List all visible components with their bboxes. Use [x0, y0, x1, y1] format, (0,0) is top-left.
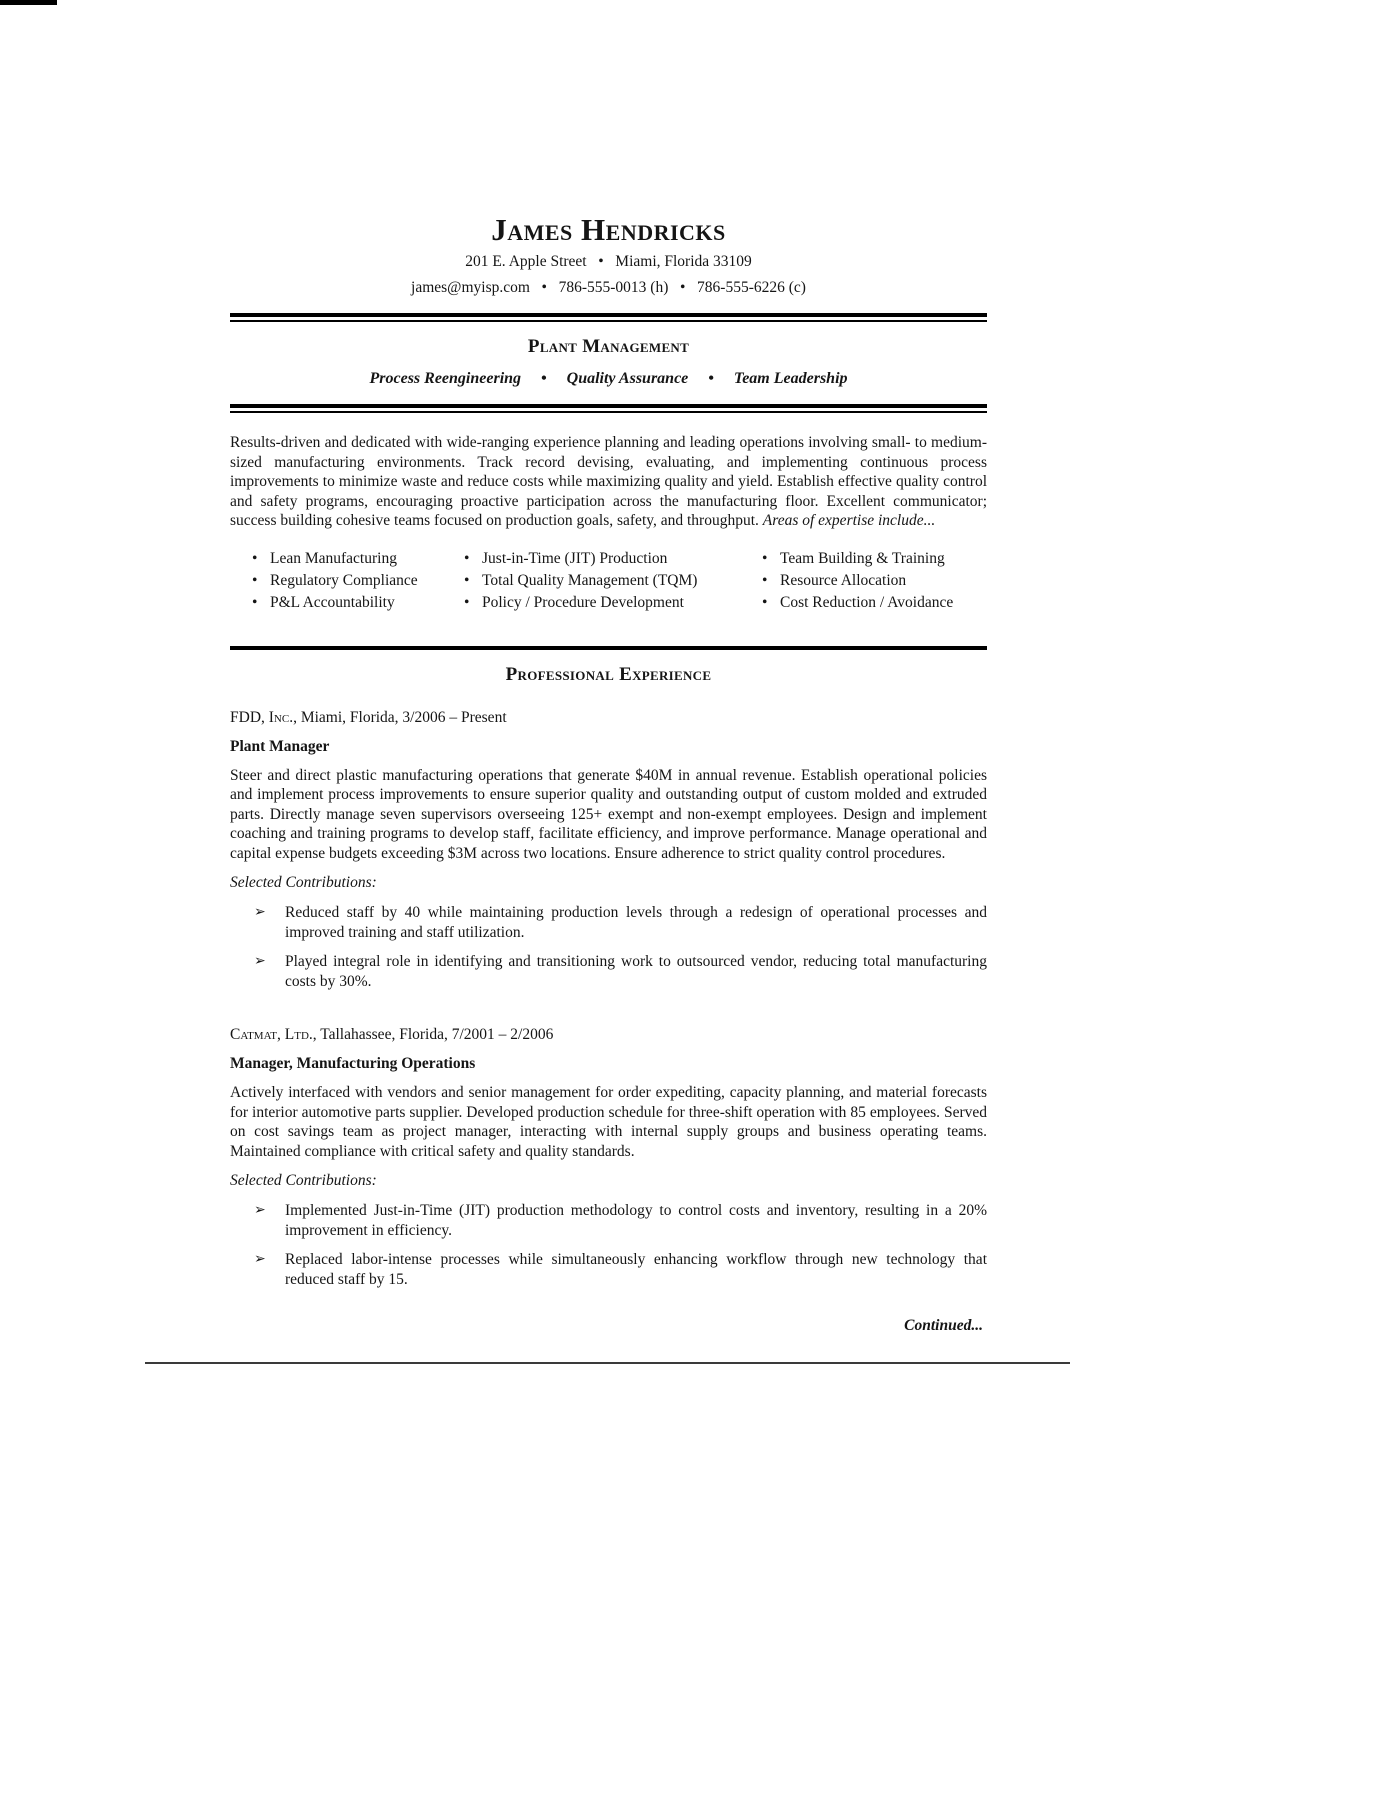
bullet-icon: • — [252, 593, 258, 611]
bullet-icon: • — [464, 593, 470, 611]
footer-rule — [145, 1362, 1070, 1364]
company-name: Catmat, Ltd. — [230, 1026, 313, 1043]
contribution-item — [230, 903, 987, 942]
expertise-column-2 — [464, 548, 762, 614]
arrow-bullet-icon: ➢ — [254, 1252, 266, 1267]
company-location-dates: , Tallahassee, Florida, 7/2001 – 2/2006 — [312, 1026, 554, 1043]
double-rule-top — [230, 313, 987, 322]
arrow-bullet-icon: ➢ — [254, 905, 266, 920]
bullet-icon: • — [762, 549, 768, 567]
job-entry-fdd — [230, 708, 987, 992]
expertise-label: Cost Reduction / Avoidance — [780, 593, 954, 611]
expertise-label: P&L Accountability — [270, 593, 395, 611]
expertise-label: Team Building & Training — [780, 549, 945, 567]
bullet-icon: • — [762, 571, 768, 589]
candidate-name: James Hendricks — [491, 212, 726, 247]
bullet-icon: • — [252, 549, 258, 567]
experience-heading: Professional Experience — [505, 663, 712, 685]
expertise-item — [464, 592, 762, 614]
arrow-bullet-icon: ➢ — [254, 1203, 266, 1218]
expertise-column-1 — [252, 548, 464, 614]
expertise-item — [252, 570, 464, 592]
continued-note: Continued... — [904, 1317, 983, 1334]
section-divider-rule — [230, 646, 987, 650]
expertise-label: Policy / Procedure Development — [482, 593, 684, 611]
bullet-icon: • — [464, 549, 470, 567]
expertise-item — [762, 548, 987, 570]
company-name: FDD, Inc. — [230, 708, 294, 726]
headline-title: Plant Management — [527, 336, 690, 357]
contribution-item — [230, 952, 987, 991]
expertise-label: Lean Manufacturing — [270, 549, 397, 567]
contribution-text: Implemented Just-in-Time (JIT) production methodology to control costs and inventory, resulting in a 20% improvement in efficiency. — [285, 1202, 987, 1239]
contribution-item — [230, 1250, 987, 1289]
contribution-text: Reduced staff by 40 while maintaining production levels through a redesign of operational processes and improved training and staff utilization. — [285, 904, 987, 941]
expertise-column-3 — [762, 548, 987, 614]
job-title: Plant Manager — [230, 737, 330, 755]
scan-artifact — [0, 0, 57, 5]
summary-text: Results-driven and dedicated with wide-ranging experience planning and leading operations involving small- to medium-sized manufacturing environments. Track record devising, evaluating, and implementing continuous process improvements to minimize waste and reduce costs while maximizing quality and yield. Establish effective quality control and safety programs, encouraging proactive participation across the manufacturing floor. Excellent communicator; success building cohesive teams focused on production goals, safety, and throughput. — [230, 434, 987, 529]
address-line: 201 E. Apple Street • Miami, Florida 33109 — [465, 253, 752, 270]
expertise-item — [762, 592, 987, 614]
contact-line: james@myisp.com • 786-555-0013 (h) • 786-555-6226 (c) — [411, 279, 806, 296]
contribution-text: Played integral role in identifying and transitioning work to outsourced vendor, reducing total manufacturing costs by 30%. — [285, 953, 987, 990]
expertise-label: Resource Allocation — [780, 571, 907, 589]
contributions-label: Selected Contributions: — [230, 1172, 377, 1189]
bullet-icon: • — [252, 571, 258, 589]
job-entry-catmat — [230, 1025, 987, 1289]
job-description: Actively interfaced with vendors and senior management for order expediting, capacity planning, and material forecasts for interior automotive parts supplier. Developed production schedule for three-shift operation with 85 employees. Served on cost savings team as project manager, interacting with internal supply groups and business operating teams. Maintained compliance with critical safety and quality standards. — [230, 1084, 987, 1160]
job-description: Steer and direct plastic manufacturing operations that generate $40M in annual revenue. Establish operational policies and implement process improvements to ensure superior quality and outstanding output of custom molded and extruded parts. Directly manage seven supervisors overseeing 125+ exempt and non-exempt employees. Design and implement coaching and training programs to develop staff, facilitate efficiency, and improve performance. Manage operational and capital expense budgets exceeding $3M across two locations. Ensure adherence to strict quality control procedures. — [230, 766, 987, 862]
contribution-text: Replaced labor-intense processes while simultaneously enhancing workflow through new technology that reduced staff by 15. — [285, 1251, 987, 1288]
resume-header — [230, 213, 987, 299]
contributions-label: Selected Contributions: — [230, 874, 377, 891]
expertise-lead-in: Areas of expertise include... — [762, 512, 936, 529]
resume-page — [230, 213, 987, 1335]
expertise-label: Total Quality Management (TQM) — [482, 571, 698, 589]
expertise-item — [464, 570, 762, 592]
expertise-label: Just-in-Time (JIT) Production — [482, 549, 668, 567]
double-rule-bottom — [230, 404, 987, 413]
bullet-icon: • — [464, 571, 470, 589]
expertise-item — [464, 548, 762, 570]
expertise-item — [252, 548, 464, 570]
expertise-item — [762, 570, 987, 592]
expertise-label: Regulatory Compliance — [270, 571, 418, 589]
summary-paragraph — [230, 433, 987, 531]
contribution-item — [230, 1201, 987, 1240]
job-title: Manager, Manufacturing Operations — [230, 1055, 476, 1072]
company-line — [230, 1025, 987, 1045]
company-location-dates: , Miami, Florida, 3/2006 – Present — [293, 708, 507, 726]
arrow-bullet-icon: ➢ — [254, 954, 266, 969]
headline-subtitle: Process Reengineering • Quality Assurance • Team Leadership — [369, 370, 848, 387]
expertise-item — [252, 592, 464, 614]
company-line — [230, 708, 987, 728]
bullet-icon: • — [762, 593, 768, 611]
expertise-list — [230, 548, 987, 614]
